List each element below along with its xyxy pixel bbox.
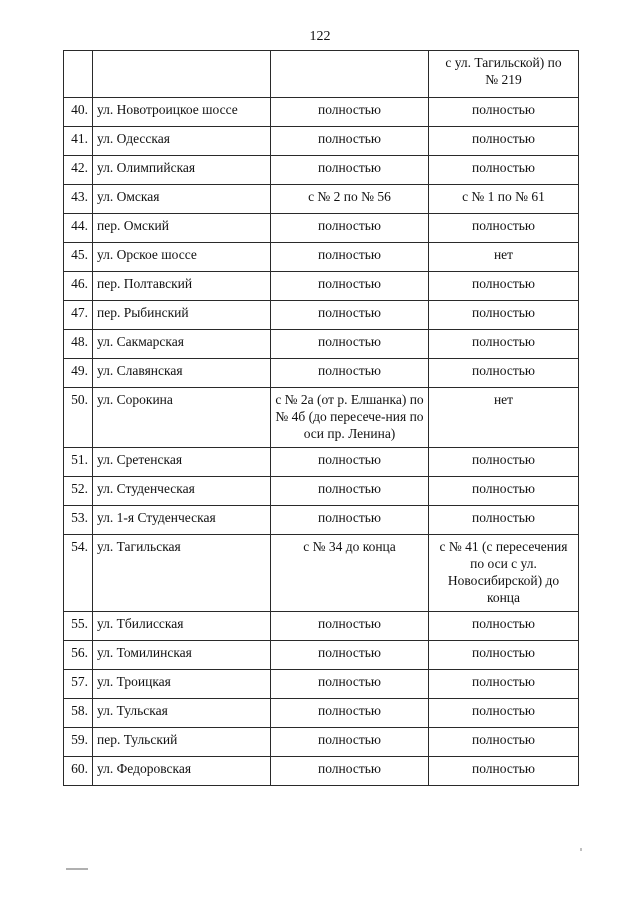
table-row xyxy=(64,612,579,641)
cell-number: 52. xyxy=(64,477,93,506)
cell-even-side: с ул. Тагильской) по № 219 xyxy=(429,51,579,98)
cell-number: 45. xyxy=(64,243,93,272)
table-row xyxy=(64,301,579,330)
cell-even-side: полностью xyxy=(429,272,579,301)
cell-even-side: полностью xyxy=(429,612,579,641)
table-row xyxy=(64,641,579,670)
cell-street-name xyxy=(93,51,271,98)
cell-number: 49. xyxy=(64,359,93,388)
cell-even-side: полностью xyxy=(429,127,579,156)
scan-mark xyxy=(66,868,88,870)
cell-even-side: полностью xyxy=(429,448,579,477)
cell-street-name: ул. Олимпийская xyxy=(93,156,271,185)
table-row-continuation xyxy=(64,51,579,98)
cell-number xyxy=(64,51,93,98)
cell-even-side: с № 41 (с пересечения по оси с ул. Новосибирской) до конца xyxy=(429,535,579,612)
table-row xyxy=(64,388,579,448)
cell-odd-side: полностью xyxy=(271,214,429,243)
table-row xyxy=(64,477,579,506)
cell-street-name: ул. Новотроицкое шоссе xyxy=(93,98,271,127)
cell-street-name: ул. Омская xyxy=(93,185,271,214)
cell-number: 50. xyxy=(64,388,93,448)
cell-number: 40. xyxy=(64,98,93,127)
table-row xyxy=(64,243,579,272)
cell-odd-side: с № 2 по № 56 xyxy=(271,185,429,214)
cell-odd-side: полностью xyxy=(271,448,429,477)
table-row xyxy=(64,127,579,156)
cell-street-name: ул. Славянская xyxy=(93,359,271,388)
cell-odd-side: полностью xyxy=(271,641,429,670)
cell-even-side: полностью xyxy=(429,670,579,699)
cell-street-name: пер. Рыбинский xyxy=(93,301,271,330)
cell-odd-side: полностью xyxy=(271,301,429,330)
cell-odd-side: полностью xyxy=(271,670,429,699)
table-row xyxy=(64,535,579,612)
cell-number: 58. xyxy=(64,699,93,728)
cell-street-name: ул. Сакмарская xyxy=(93,330,271,359)
table-row xyxy=(64,757,579,786)
cell-odd-side xyxy=(271,51,429,98)
table-row xyxy=(64,506,579,535)
table-row xyxy=(64,359,579,388)
table-row xyxy=(64,214,579,243)
cell-even-side: полностью xyxy=(429,477,579,506)
cell-even-side: полностью xyxy=(429,699,579,728)
cell-number: 53. xyxy=(64,506,93,535)
cell-street-name: ул. Сретенская xyxy=(93,448,271,477)
cell-number: 59. xyxy=(64,728,93,757)
cell-odd-side: полностью xyxy=(271,757,429,786)
cell-number: 57. xyxy=(64,670,93,699)
cell-number: 46. xyxy=(64,272,93,301)
cell-even-side: полностью xyxy=(429,98,579,127)
cell-street-name: ул. Орское шоссе xyxy=(93,243,271,272)
table-row xyxy=(64,98,579,127)
table-row xyxy=(64,156,579,185)
cell-number: 55. xyxy=(64,612,93,641)
cell-street-name: ул. Томилинская xyxy=(93,641,271,670)
cell-odd-side: полностью xyxy=(271,506,429,535)
cell-number: 43. xyxy=(64,185,93,214)
table-row xyxy=(64,670,579,699)
cell-odd-side: полностью xyxy=(271,127,429,156)
cell-street-name: ул. Сорокина xyxy=(93,388,271,448)
cell-street-name: ул. Троицкая xyxy=(93,670,271,699)
cell-street-name: ул. 1-я Студенческая xyxy=(93,506,271,535)
cell-number: 42. xyxy=(64,156,93,185)
cell-odd-side: полностью xyxy=(271,699,429,728)
cell-number: 54. xyxy=(64,535,93,612)
cell-number: 48. xyxy=(64,330,93,359)
cell-even-side: с № 1 по № 61 xyxy=(429,185,579,214)
cell-odd-side: полностью xyxy=(271,477,429,506)
cell-even-side: полностью xyxy=(429,156,579,185)
cell-odd-side: полностью xyxy=(271,98,429,127)
cell-even-side: нет xyxy=(429,243,579,272)
table-row xyxy=(64,728,579,757)
cell-odd-side: с № 34 до конца xyxy=(271,535,429,612)
cell-even-side: полностью xyxy=(429,214,579,243)
cell-even-side: полностью xyxy=(429,359,579,388)
cell-number: 51. xyxy=(64,448,93,477)
cell-even-side: полностью xyxy=(429,330,579,359)
cell-odd-side: полностью xyxy=(271,330,429,359)
table-row xyxy=(64,185,579,214)
table-row xyxy=(64,699,579,728)
cell-even-side: полностью xyxy=(429,728,579,757)
cell-number: 60. xyxy=(64,757,93,786)
cell-even-side: полностью xyxy=(429,757,579,786)
cell-even-side: нет xyxy=(429,388,579,448)
cell-even-side: полностью xyxy=(429,506,579,535)
table-row xyxy=(64,330,579,359)
cell-street-name: пер. Полтавский xyxy=(93,272,271,301)
cell-odd-side: полностью xyxy=(271,156,429,185)
cell-number: 47. xyxy=(64,301,93,330)
cell-street-name: ул. Тульская xyxy=(93,699,271,728)
cell-odd-side: полностью xyxy=(271,272,429,301)
page-number: 122 xyxy=(309,29,331,44)
cell-number: 44. xyxy=(64,214,93,243)
cell-odd-side: полностью xyxy=(271,612,429,641)
table-row xyxy=(64,448,579,477)
cell-street-name: ул. Тагильская xyxy=(93,535,271,612)
cell-street-name: пер. Тульский xyxy=(93,728,271,757)
scan-dot xyxy=(580,848,582,851)
cell-street-name: ул. Одесская xyxy=(93,127,271,156)
cell-odd-side: с № 2а (от р. Елшанка) по № 4б (до пересече-ния по оси пр. Ленина) xyxy=(271,388,429,448)
table-row xyxy=(64,272,579,301)
cell-even-side: полностью xyxy=(429,301,579,330)
cell-street-name: ул. Студенческая xyxy=(93,477,271,506)
cell-odd-side: полностью xyxy=(271,728,429,757)
street-table xyxy=(63,50,579,786)
cell-odd-side: полностью xyxy=(271,359,429,388)
cell-street-name: пер. Омский xyxy=(93,214,271,243)
cell-street-name: ул. Федоровская xyxy=(93,757,271,786)
cell-street-name: ул. Тбилисская xyxy=(93,612,271,641)
cell-even-side: полностью xyxy=(429,641,579,670)
cell-number: 56. xyxy=(64,641,93,670)
cell-odd-side: полностью xyxy=(271,243,429,272)
cell-number: 41. xyxy=(64,127,93,156)
